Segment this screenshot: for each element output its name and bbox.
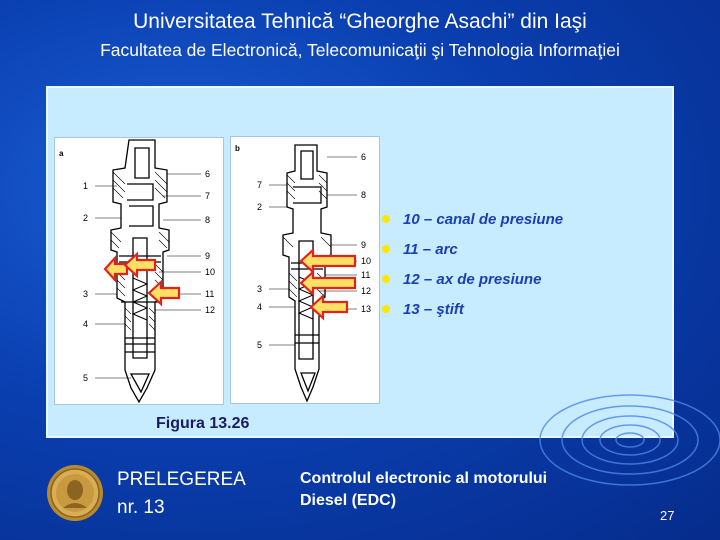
part-number-label: 4 — [257, 302, 263, 312]
legend-item — [382, 204, 563, 234]
legend-list — [382, 204, 563, 324]
university-medal-icon — [46, 464, 104, 522]
part-number-label: 9 — [205, 251, 211, 261]
panel-a-label: a — [59, 149, 64, 158]
panel-b-label: b — [235, 144, 240, 153]
part-number-label: 7 — [205, 191, 211, 201]
part-number-label: 12 — [361, 286, 372, 296]
figure-caption: Figura 13.26 — [156, 415, 250, 432]
header-university: Universitatea Tehnică “Gheorghe Asachi” din Iaşi — [133, 10, 587, 33]
bullet-icon — [382, 245, 390, 253]
part-number-label: 5 — [257, 340, 263, 350]
part-number-label: 2 — [257, 202, 263, 212]
legend-item — [382, 294, 563, 324]
highlight-arrow — [301, 250, 355, 272]
part-number-label: 8 — [361, 190, 367, 200]
part-number-label: 8 — [205, 215, 211, 225]
legend-item-text: 10 – canal de presiune — [403, 210, 564, 228]
injector-drawing-a — [54, 137, 224, 405]
part-number-label: 13 — [361, 304, 372, 314]
highlight-arrow — [311, 296, 347, 318]
injector-drawing-b — [230, 136, 380, 404]
injector-a-svg — [55, 138, 223, 404]
highlight-arrow — [125, 254, 155, 276]
legend-item-text: 12 – ax de presiune — [403, 270, 542, 288]
legend-item — [382, 234, 563, 264]
part-number-label: 10 — [361, 256, 372, 266]
legend-item-text: 13 – ştift — [403, 300, 464, 318]
lecture-label: PRELEGEREA — [117, 469, 246, 490]
part-number-label: 6 — [361, 152, 367, 162]
part-number-label: 6 — [205, 169, 211, 179]
part-number-label: 5 — [83, 373, 89, 383]
water-ripple-icon — [520, 380, 720, 500]
part-number-label: 9 — [361, 240, 367, 250]
part-number-label: 1 — [83, 181, 89, 191]
lecture-number: nr. 13 — [117, 497, 165, 518]
bullet-icon — [382, 305, 390, 313]
legend-item — [382, 264, 563, 294]
highlight-arrow — [149, 282, 179, 304]
part-number-label: 11 — [361, 270, 371, 280]
part-number-label: 3 — [83, 289, 89, 299]
part-number-label: 2 — [83, 213, 89, 223]
part-number-label: 12 — [205, 305, 216, 315]
lecture-subject-line2: Diesel (EDC) — [300, 492, 397, 509]
part-number-label: 7 — [257, 180, 263, 190]
lecture-subject-line1: Controlul electronic al motorului — [300, 470, 548, 487]
legend-item-text: 11 – arc — [403, 240, 458, 258]
page-number: 27 — [660, 508, 675, 523]
header-faculty: Facultatea de Electronică, Telecomunicaţii şi Tehnologia Informaţiei — [100, 40, 620, 60]
part-number-label: 10 — [205, 267, 216, 277]
injector-b-svg — [231, 137, 379, 403]
part-number-label: 4 — [83, 319, 89, 329]
highlight-arrow — [105, 258, 127, 280]
bullet-icon — [382, 215, 390, 223]
bullet-icon — [382, 275, 390, 283]
part-number-label: 3 — [257, 284, 263, 294]
part-number-label: 11 — [205, 289, 215, 299]
